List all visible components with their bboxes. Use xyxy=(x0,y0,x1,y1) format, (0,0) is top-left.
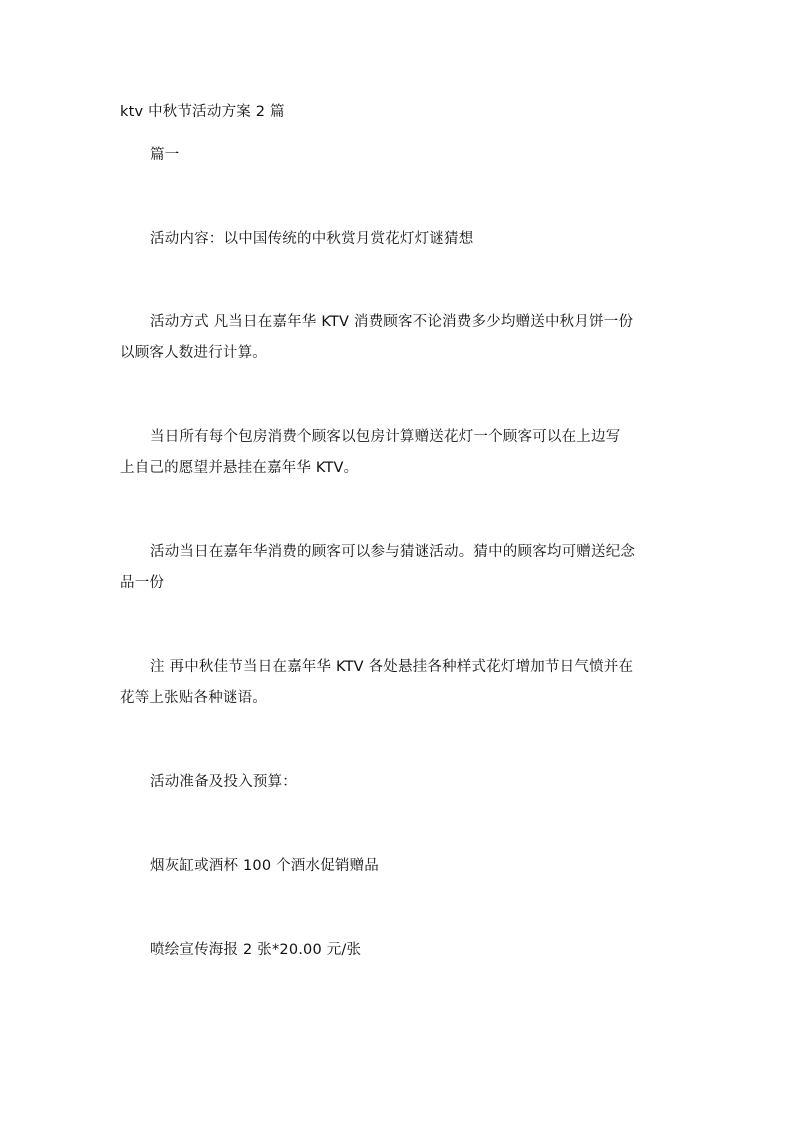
paragraph-lantern-gift-line-2: 上自己的愿望并悬挂在嘉年华 KTV。 xyxy=(120,460,359,476)
paragraph-note-line-1: 注 再中秋佳节当日在嘉年华 KTV 各处悬挂各种样式花灯增加节日气愤并在 xyxy=(150,659,634,675)
paragraph-lantern-gift-line-1: 当日所有每个包房消费个顾客以包房计算赠送花灯一个顾客可以在上边写 xyxy=(150,429,621,445)
paragraph-activity-method-line-1: 活动方式 凡当日在嘉年华 KTV 消费顾客不论消费多少均赠送中秋月饼一份 xyxy=(150,314,634,330)
document-title: ktv 中秋节活动方案 2 篇 xyxy=(120,104,285,120)
section-label: 篇一 xyxy=(150,147,180,163)
paragraph-note-line-2: 花等上张贴各种谜语。 xyxy=(120,690,267,706)
paragraph-activity-content: 活动内容：以中国传统的中秋赏月赏花灯灯谜猜想 xyxy=(150,231,474,247)
paragraph-budget-item-poster: 喷绘宣传海报 2 张*20.00 元/张 xyxy=(150,942,362,958)
paragraph-riddle-activity-line-2: 品一份 xyxy=(120,575,165,591)
paragraph-activity-method-line-2: 以顾客人数进行计算。 xyxy=(120,345,267,361)
paragraph-budget-item-ashtray: 烟灰缸或酒杯 100 个酒水促销赠品 xyxy=(150,858,379,874)
paragraph-budget-heading: 活动准备及投入预算： xyxy=(150,774,297,790)
paragraph-riddle-activity-line-1: 活动当日在嘉年华消费的顾客可以参与猜谜活动。猜中的顾客均可赠送纪念 xyxy=(150,544,636,560)
